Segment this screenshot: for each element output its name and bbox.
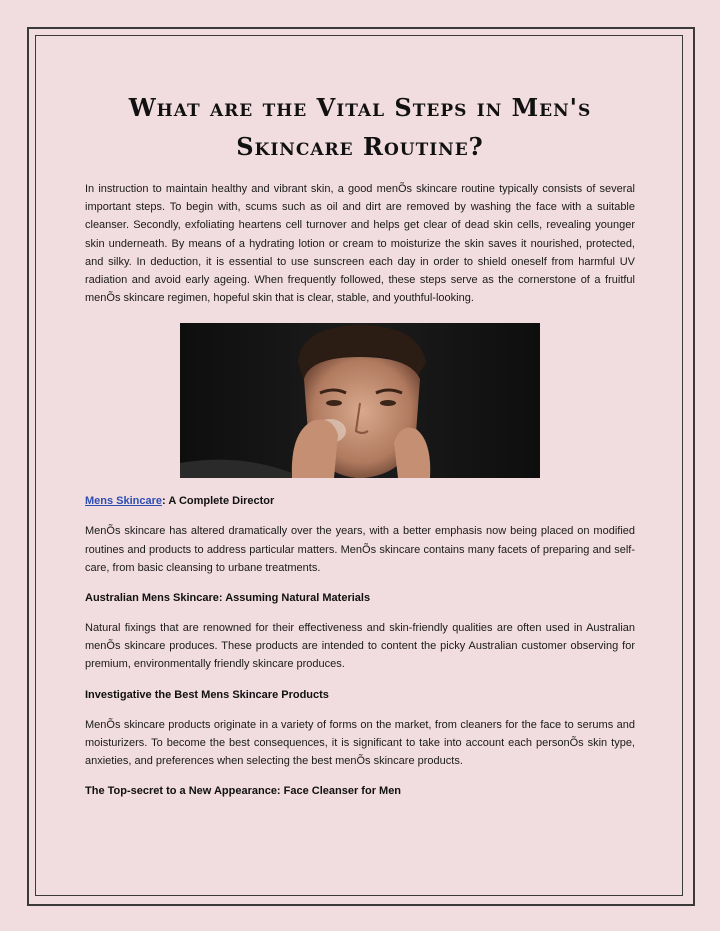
section-heading-australian: Australian Mens Skincare: Assuming Natural Materials: [85, 592, 371, 605]
intro-paragraph: In instruction to maintain healthy and vibrant skin, a good menÕs skincare routine typically consists of several important steps. To begin with, scums such as oil and dirt are removed by washing the face with a suitable cleanser. Secondly, exfoliating heartens cell turnover and helps get clear of dead skin cells, revealing younger skin underneath. By means of a hydrating lotion or cream to moisturize the skin saves it nourished, protected, and silky. In deduction, it is essential to use sunscreen each day in order to shield oneself from harmful UV radiation and avoid early ageing. When frequently followed, these steps serve as the cornerstone of a fruitful menÕs skincare regimen, hopeful skin that is clear, stable, and youthful-looking.: [85, 183, 635, 305]
title-line-1: What are the Vital Steps in Men's: [128, 93, 592, 122]
document-content: [85, 88, 635, 800]
man-applying-cream-photo: [180, 323, 540, 478]
section-heading-best-products: Investigative the Best Mens Skincare Products: [85, 688, 329, 701]
section-heading-rest: : A Complete Director: [162, 495, 275, 508]
section-paragraph-australian: Natural fixings that are renowned for their effectiveness and skin-friendly qualities are often used in Australian menÕs skincare produces. These products are intended to content the picky Australian customer observing for premium, environmentally friendly skincare produces.: [85, 622, 635, 671]
title-line-2: Skincare Routine?: [236, 132, 484, 161]
page-title: [85, 88, 635, 166]
mens-skincare-link[interactable]: Mens Skincare: [85, 495, 163, 508]
section-heading-face-cleanser: The Top-secret to a New Appearance: Face Cleanser for Men: [85, 785, 402, 798]
section-paragraph-best-products: MenÕs skincare products originate in a variety of forms on the market, from cleaners for the face to serums and moisturizers. To become the best consequences, it is significant to take into account each personÕs skin type, anxieties, and preferences when selecting the best menÕs skincare products.: [85, 718, 635, 768]
section-heading-mens-skincare: [85, 492, 635, 510]
section-paragraph-mens-skincare: MenÕs skincare has altered dramatically over the years, with a better emphasis now being placed on modified routines and products to address particular matters. MenÕs skincare contains many facets of preparing and self-care, from basic cleansing to urbane treatments.: [85, 525, 635, 574]
